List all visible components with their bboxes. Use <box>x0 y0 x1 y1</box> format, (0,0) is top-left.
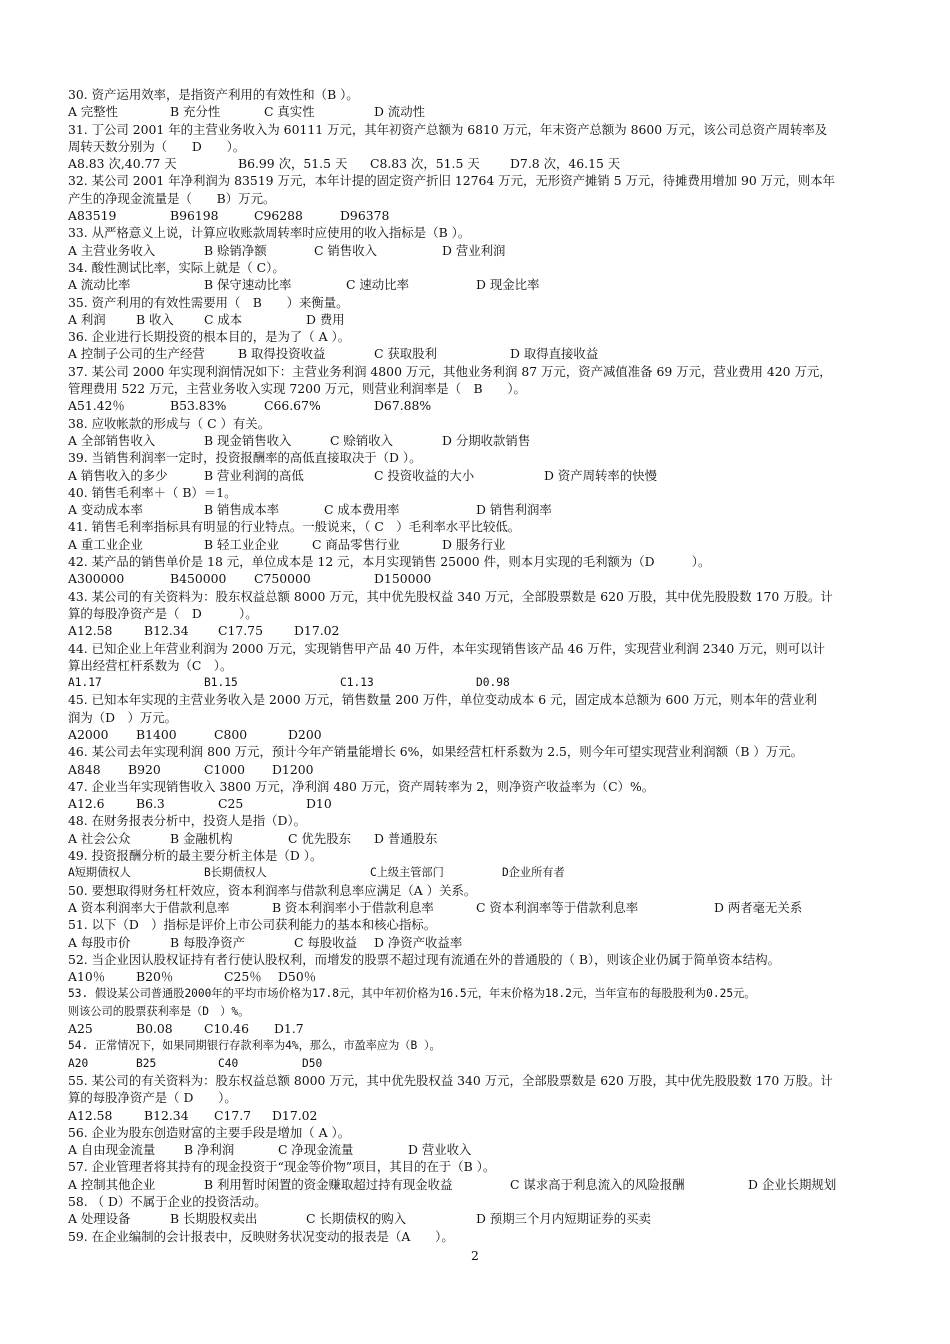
question-51-options <box>68 934 898 951</box>
question-50-option-d: D 两者毫无关系 <box>714 899 803 915</box>
question-41-options <box>68 536 898 553</box>
question-51-stem-line-1: 51. 以下（D ）指标是评价上市公司获利能力的基本和核心指标。 <box>68 917 437 933</box>
question-42-option-b: B450000 <box>170 571 227 587</box>
question-53-option-b: B0.08 <box>136 1021 173 1037</box>
question-31-options <box>68 155 898 172</box>
question-55-option-b: B12.34 <box>144 1107 189 1123</box>
question-41-option-b: B 轻工业企业 <box>204 536 279 552</box>
question-57-option-a: A 控制其他企业 <box>68 1176 156 1192</box>
question-42-option-c: C750000 <box>254 571 311 587</box>
question-42-stem-line-1: 42. 某产品的销售单价是 18 元，单位成本是 12 元，本月实现销售 25000 件，则本月实现的毛利额为（D ）。 <box>68 554 711 570</box>
question-37-option-a: A51.42％ <box>68 398 125 414</box>
question-38-option-c: C 赊销收入 <box>330 432 393 448</box>
question-38-stem-line-1: 38. 应收帐款的形成与（ C ）有关。 <box>68 415 271 431</box>
question-56-option-a: A 自由现金流量 <box>68 1142 156 1158</box>
question-43-option-b: B12.34 <box>144 623 189 639</box>
question-32-option-c: C96288 <box>254 208 303 224</box>
question-45-option-c: C800 <box>214 726 248 742</box>
question-31-option-b: B6.99 次，51.5 天 <box>238 156 348 172</box>
question-34-option-c: C 速动比率 <box>346 277 409 293</box>
question-56-stem-line-1: 56. 企业为股东创造财富的主要手段是增加（ A ）。 <box>68 1124 351 1140</box>
question-42-option-a: A300000 <box>68 571 125 587</box>
question-36-option-d: D 取得直接收益 <box>510 346 599 362</box>
question-39-option-a: A 销售收入的多少 <box>68 467 168 483</box>
question-38-options <box>68 432 898 449</box>
question-56-option-b: B 净利润 <box>184 1142 235 1158</box>
question-33-option-a: A 主营业务收入 <box>68 242 156 258</box>
question-33-option-b: B 赊销净额 <box>204 242 267 258</box>
question-30-option-a: A 完整性 <box>68 104 119 120</box>
question-44-option-b: B1.15 <box>204 676 238 690</box>
question-45-option-a: A2000 <box>68 726 109 742</box>
question-49-options <box>68 864 898 881</box>
question-50-stem-line-1: 50. 要想取得财务杠杆效应，资本利润率与借款利息率应满足（A ）关系。 <box>68 882 477 898</box>
question-33-options <box>68 242 898 259</box>
question-46-options <box>68 761 898 778</box>
question-36-option-b: B 取得投资收益 <box>238 346 326 362</box>
question-45-option-b: B1400 <box>136 726 177 742</box>
question-40-option-b: B 销售成本率 <box>204 502 279 518</box>
question-34-options <box>68 276 898 293</box>
question-40-option-d: D 销售利润率 <box>476 502 552 518</box>
question-53-option-a: A25 <box>68 1021 93 1037</box>
question-38-option-a: A 全部销售收入 <box>68 432 156 448</box>
question-31-stem-line-1: 31. 丁公司 2001 年的主营业务收入为 60111 万元，其年初资产总额为 6810 万元，年末资产总额为 8600 万元，该公司总资产周转率及 <box>68 121 828 137</box>
question-37-stem-line-2: 管理费用 522 万元，主营业务收入实现 7200 万元，则营业利润率是（ B ）。 <box>68 381 526 397</box>
question-50-option-a: A 资本利润率大于借款利息率 <box>68 899 230 915</box>
question-48-option-b: B 金融机构 <box>170 830 233 846</box>
question-43-stem-line-2: 算的每股净资产是（ D ）。 <box>68 605 258 621</box>
question-37-option-d: D67.88% <box>374 398 432 414</box>
question-54-option-c: C40 <box>218 1056 239 1070</box>
question-36-stem-line-1: 36. 企业进行长期投资的根本目的，是为了（ A ）。 <box>68 329 351 345</box>
question-45-options <box>68 726 898 743</box>
question-46-option-a: A848 <box>68 761 101 777</box>
question-49-option-d: D企业所有者 <box>502 866 565 880</box>
question-42-options <box>68 570 898 587</box>
question-55-option-d: D17.02 <box>272 1107 318 1123</box>
question-57-option-c: C 谋求高于利息流入的风险报酬 <box>510 1176 685 1192</box>
question-54-option-d: D50 <box>302 1056 323 1070</box>
question-34-option-b: B 保守速动比率 <box>204 277 292 293</box>
question-36-option-c: C 获取股利 <box>374 346 437 362</box>
question-31-option-d: D7.8 次，46.15 天 <box>510 156 621 172</box>
question-46-option-d: D1200 <box>272 761 314 777</box>
question-34-option-d: D 现金比率 <box>476 277 540 293</box>
question-56-option-d: D 营业收入 <box>408 1142 472 1158</box>
question-50-option-c: C 资本利润率等于借款利息率 <box>476 899 639 915</box>
question-36-options <box>68 345 898 362</box>
question-44-options <box>68 674 898 691</box>
question-46-option-c: C1000 <box>204 761 246 777</box>
question-40-option-c: C 成本费用率 <box>324 502 400 518</box>
question-37-option-b: B53.83% <box>170 398 227 414</box>
question-53-options <box>68 1020 898 1037</box>
question-49-option-b: B长期债权人 <box>204 866 267 880</box>
question-30-option-c: C 真实性 <box>264 104 315 120</box>
question-50-option-b: B 资本利润率小于借款利息率 <box>272 899 434 915</box>
question-35-stem-line-1: 35. 资产利用的有效性需要用（ B ）来衡量。 <box>68 294 349 310</box>
question-57-options <box>68 1176 898 1193</box>
question-51-option-b: B 每股净资产 <box>170 934 245 950</box>
question-39-option-b: B 营业利润的高低 <box>204 467 304 483</box>
question-36-option-a: A 控制子公司的生产经营 <box>68 346 205 362</box>
question-53-option-d: D1.7 <box>274 1021 304 1037</box>
question-54-option-b: B25 <box>136 1056 157 1070</box>
question-47-option-d: D10 <box>306 796 332 812</box>
question-39-options <box>68 467 898 484</box>
question-51-option-c: C 每股收益 <box>294 934 357 950</box>
question-48-option-d: D 普通股东 <box>374 830 438 846</box>
question-37-option-c: C66.67% <box>264 398 321 414</box>
question-54-stem-line-1: 54. 正常情况下，如果同期银行存款利率为4%，那么，市盈率应为（B ）。 <box>68 1039 441 1053</box>
question-41-option-a: A 重工业企业 <box>68 536 143 552</box>
question-43-option-c: C17.75 <box>218 623 263 639</box>
question-58-option-a: A 处理设备 <box>68 1211 131 1227</box>
question-39-option-c: C 投资收益的大小 <box>374 467 475 483</box>
question-40-stem-line-1: 40. 销售毛利率＋（ B）＝1。 <box>68 484 237 500</box>
question-54-options <box>68 1055 898 1072</box>
question-35-option-c: C 成本 <box>204 311 243 327</box>
question-58-option-b: B 长期股权卖出 <box>170 1211 258 1227</box>
question-45-option-d: D200 <box>288 726 322 742</box>
question-46-option-b: B920 <box>128 761 161 777</box>
question-53-option-c: C10.46 <box>204 1021 249 1037</box>
question-47-option-b: B6.3 <box>136 796 165 812</box>
question-42-option-d: D150000 <box>374 571 432 587</box>
question-33-stem-line-1: 33. 从严格意义上说，计算应收账款周转率时应使用的收入指标是（B ）。 <box>68 225 471 241</box>
question-31-stem-line-2: 周转天数分别为（ D ）。 <box>68 138 246 154</box>
question-49-stem-line-1: 49. 投资报酬分析的最主要分析主体是（D ）。 <box>68 848 323 864</box>
question-35-option-a: A 利润 <box>68 311 106 327</box>
question-55-stem-line-2: 算的每股净资产是（ D ）。 <box>68 1090 237 1106</box>
question-30-stem-line-1: 30. 资产运用效率，是指资产利用的有效性和（B ）。 <box>68 87 359 102</box>
question-41-stem-line-1: 41. 销售毛利率指标具有明显的行业特点。一般说来，（ C ）毛利率水平比较低。 <box>68 519 521 535</box>
question-54-option-a: A20 <box>68 1056 89 1070</box>
question-57-stem-line-1: 57. 企业管理者将其持有的现金投资于“现金等价物”项目，其目的在于（B ）。 <box>68 1159 496 1175</box>
question-47-stem-line-1: 47. 企业当年实现销售收入 3800 万元，净利润 480 万元，资产周转率为 2，则净资产收益率为（C）%。 <box>68 778 655 794</box>
question-38-option-b: B 现金销售收入 <box>204 432 292 448</box>
question-53-stem-line-2: 则该公司的股票获利率是（D ）%。 <box>68 1004 250 1018</box>
question-59-stem-line-1: 59. 在企业编制的会计报表中，反映财务状况变动的报表是（A ）。 <box>68 1228 454 1244</box>
question-45-stem-line-2: 润为（D ）万元。 <box>68 709 178 725</box>
question-47-option-c: C25 <box>218 796 244 812</box>
question-48-option-c: C 优先股东 <box>288 830 351 846</box>
question-52-option-a: A10％ <box>68 969 106 985</box>
question-34-stem-line-1: 34. 酸性测试比率，实际上就是（ C）。 <box>68 259 285 275</box>
question-35-options <box>68 311 898 328</box>
question-48-option-a: A 社会公众 <box>68 830 131 846</box>
question-55-option-c: C17.7 <box>214 1107 252 1123</box>
question-47-options <box>68 795 898 812</box>
question-56-option-c: C 净现金流量 <box>278 1142 354 1158</box>
question-33-option-c: C 销售收入 <box>314 242 377 258</box>
question-32-option-b: B96198 <box>170 208 219 224</box>
question-56-options <box>68 1141 898 1158</box>
question-37-stem-line-1: 37. 某公司 2000 年实现利润情况如下：主营业务利润 4800 万元，其他业务利润 87 万元，资产减值准备 69 万元，营业费用 420 万元， <box>68 363 832 379</box>
question-55-options <box>68 1107 898 1124</box>
question-34-option-a: A 流动比率 <box>68 277 131 293</box>
question-44-option-c: C1.13 <box>340 676 374 690</box>
question-38-option-d: D 分期收款销售 <box>442 432 531 448</box>
question-53-stem-line-1: 53. 假设某公司普通股2000年的平均市场价格为17.8元，其中年初价格为16.5元，年末价格为18.2元，当年宣布的每股股利为0.25元。 <box>68 987 756 1001</box>
question-57-option-d: D 企业长期规划 <box>748 1176 837 1192</box>
question-41-option-c: C 商品零售行业 <box>312 536 400 552</box>
question-30-option-b: B 充分性 <box>170 104 221 120</box>
question-58-stem-line-1: 58. （ D）不属于企业的投资活动。 <box>68 1194 267 1209</box>
question-55-stem-line-1: 55. 某公司的有关资料为：股东权益总额 8000 万元，其中优先股权益 340 万元，全部股票数是 620 万股，其中优先股股数 170 万股。计 <box>68 1072 833 1088</box>
question-50-options <box>68 899 898 916</box>
question-51-option-a: A 每股市价 <box>68 934 131 950</box>
question-58-option-d: D 预期三个月内短期证券的买卖 <box>476 1211 651 1227</box>
question-40-options <box>68 501 898 518</box>
question-52-stem-line-1: 52. 当企业因认股权证持有者行使认股权利，而增发的股票不超过现有流通在外的普通股的（ B），则该企业仍属于简单资本结构。 <box>68 951 780 967</box>
question-35-option-b: B 收入 <box>136 311 174 327</box>
question-44-option-d: D0.98 <box>476 676 510 690</box>
question-48-stem-line-1: 48. 在财务报表分析中，投资人是指（D）。 <box>68 813 307 829</box>
question-31-option-a: A8.83 次,40.77 天 <box>68 156 177 172</box>
question-48-options <box>68 830 898 847</box>
question-47-option-a: A12.6 <box>68 796 105 812</box>
question-55-option-a: A12.58 <box>68 1107 113 1123</box>
question-41-option-d: D 服务行业 <box>442 536 506 552</box>
question-45-stem-line-1: 45. 已知本年实现的主营业务收入是 2000 万元，销售数量 200 万件，单位变动成本 6 元，固定成本总额为 600 万元，则本年的营业利 <box>68 692 818 708</box>
question-30-option-d: D 流动性 <box>374 104 426 120</box>
question-39-option-d: D 资产周转率的快慢 <box>544 467 657 483</box>
question-44-option-a: A1.17 <box>68 676 102 690</box>
question-49-option-a: A短期债权人 <box>68 866 131 880</box>
question-40-option-a: A 变动成本率 <box>68 502 143 518</box>
question-44-stem-line-2: 算出经营杠杆系数为（C ）。 <box>68 657 233 673</box>
question-35-option-d: D 费用 <box>306 311 345 327</box>
question-51-option-d: D 净资产收益率 <box>374 934 463 950</box>
question-44-stem-line-1: 44. 已知企业上年营业利润为 2000 万元，实现销售甲产品 40 万件，本年实现销售该产品 46 万件，实现营业利润 2340 万元，则可以计 <box>68 640 825 656</box>
page-number: 2 <box>471 1248 479 1263</box>
question-52-option-c: C25％ <box>224 969 262 985</box>
question-32-stem-line-1: 32. 某公司 2001 年净利润为 83519 万元，本年计提的固定资产折旧 12764 万元，无形资产摊销 5 万元，待摊费用增加 90 万元，则本年 <box>68 173 836 189</box>
question-32-options <box>68 207 898 224</box>
question-52-options <box>68 968 898 985</box>
question-49-option-c: C上级主管部门 <box>370 866 444 880</box>
question-57-option-b: B 利用暂时闲置的资金赚取超过持有现金收益 <box>204 1176 453 1192</box>
question-43-option-d: D17.02 <box>294 623 340 639</box>
question-52-option-b: B20％ <box>136 969 174 985</box>
question-58-option-c: C 长期债权的购入 <box>306 1211 407 1227</box>
question-32-option-a: A83519 <box>68 208 117 224</box>
question-46-stem-line-1: 46. 某公司去年实现利润 800 万元，预计今年产销量能增长 6%，如果经营杠杆系数为 2.5，则今年可望实现营业利润额（B ）万元。 <box>68 744 803 760</box>
question-52-option-d: D50％ <box>278 969 317 985</box>
question-32-option-d: D96378 <box>340 208 390 224</box>
question-list <box>68 86 898 1245</box>
question-31-option-c: C8.83 次，51.5 天 <box>370 156 480 172</box>
question-39-stem-line-1: 39. 当销售利润率一定时，投资报酬率的高低直接取决于（D ）。 <box>68 450 422 466</box>
question-43-options <box>68 622 898 639</box>
question-43-stem-line-1: 43. 某公司的有关资料为：股东权益总额 8000 万元，其中优先股权益 340 万元，全部股票数是 620 万股，其中优先股股数 170 万股。计 <box>68 588 833 604</box>
question-58-options <box>68 1210 898 1227</box>
question-33-option-d: D 营业利润 <box>442 242 506 258</box>
question-32-stem-line-2: 产生的净现金流量是（ B）万元。 <box>68 190 276 206</box>
question-37-options <box>68 397 898 414</box>
question-43-option-a: A12.58 <box>68 623 113 639</box>
question-30-options <box>68 103 898 120</box>
